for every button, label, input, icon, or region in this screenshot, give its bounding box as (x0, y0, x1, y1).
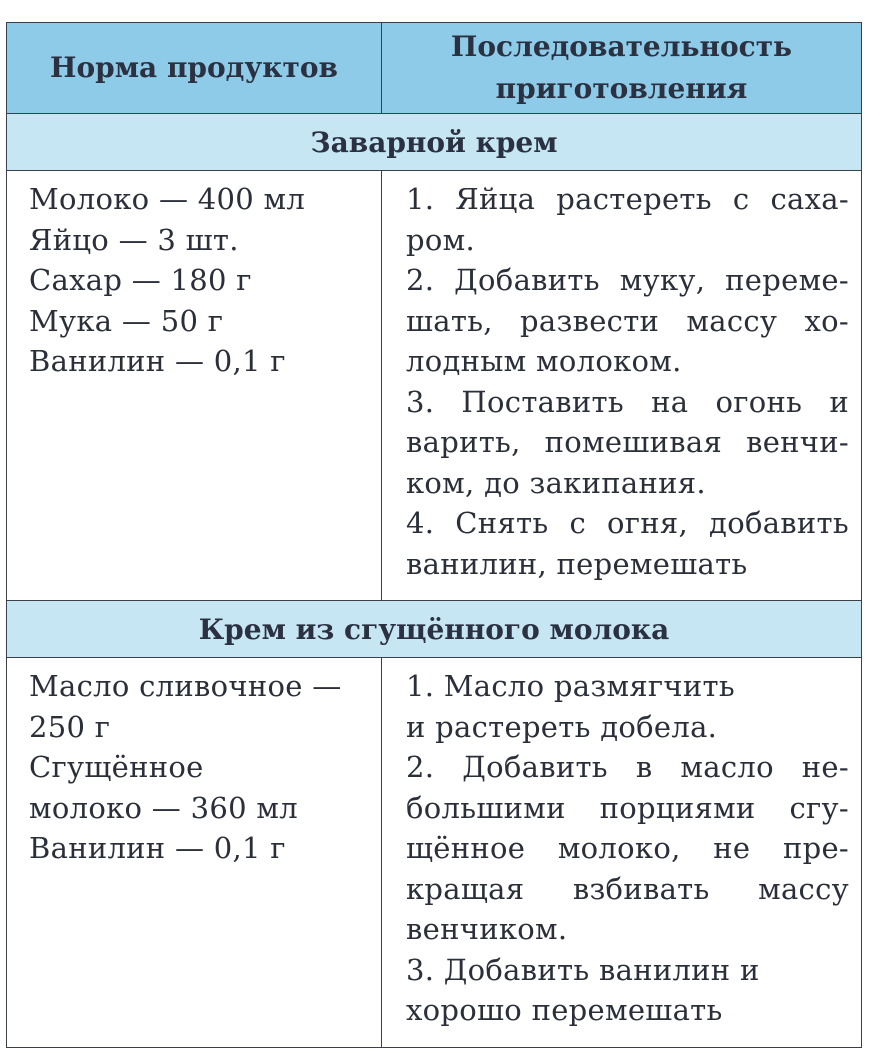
step-line: щённое молоко, не пре- (406, 831, 849, 865)
ingredient-line: Ванилин — 0,1 г (29, 831, 286, 865)
step-line: 3. Добавить ванилин и (406, 952, 760, 987)
ingredient-line: Мука — 50 г (29, 303, 224, 338)
header-steps-line-2: приготовления (495, 72, 748, 105)
step-line: 3. Поставить на огонь и (406, 384, 849, 419)
ingredient-line: Яйцо — 3 шт. (29, 222, 239, 257)
header-ingredients: Норма продуктов (7, 23, 382, 114)
ingredient-line: Молоко — 400 мл (29, 182, 306, 216)
step-line: 2. Добавить в масло не- (406, 750, 849, 784)
step-line: кращая взбивать массу (406, 871, 849, 906)
recipe-table (6, 22, 862, 1048)
step-line: лодным молоком. (406, 344, 682, 378)
step-line: 1. Масло размягчить (406, 669, 735, 703)
step-line: шать, развести массу хо- (406, 303, 849, 338)
ingredient-line: 250 г (29, 709, 111, 744)
section-title-row (7, 114, 862, 171)
section-title: Крем из сгущённого молока (7, 601, 862, 658)
step-line: хорошо перемешать (406, 993, 723, 1027)
ingredient-line: Ванилин — 0,1 г (29, 344, 286, 378)
table-header-row (7, 23, 862, 114)
ingredient-line: Масло сливочное — (29, 669, 342, 703)
header-steps-line-1: Последовательность (450, 30, 793, 63)
header-steps (382, 23, 862, 114)
step-line: 2. Добавить муку, переме- (406, 263, 849, 297)
step-line: и растереть добела. (406, 709, 718, 744)
section-title: Заварной крем (7, 114, 862, 171)
ingredients-cell (7, 171, 382, 601)
ingredient-line: Сахар — 180 г (29, 263, 252, 297)
ingredient-line: молоко — 360 мл (29, 790, 298, 825)
ingredient-line: Сгущённое (29, 750, 204, 784)
steps-cell (382, 658, 862, 1048)
steps-cell (382, 171, 862, 601)
step-line: 1. Яйца растереть с саха- (406, 182, 849, 216)
step-line: ром. (406, 222, 475, 257)
step-line: венчиком. (406, 912, 568, 946)
step-line: ком, до закипания. (406, 465, 706, 500)
step-line: ванилин, перемешать (406, 546, 748, 581)
step-line: 4. Снять с огня, добавить (406, 506, 849, 540)
section-title-row (7, 601, 862, 658)
section-body-row (7, 171, 862, 601)
ingredients-cell (7, 658, 382, 1048)
section-body-row (7, 658, 862, 1048)
step-line: варить, помешивая венчи- (406, 425, 849, 459)
step-line: большими порциями сгу- (406, 790, 849, 825)
